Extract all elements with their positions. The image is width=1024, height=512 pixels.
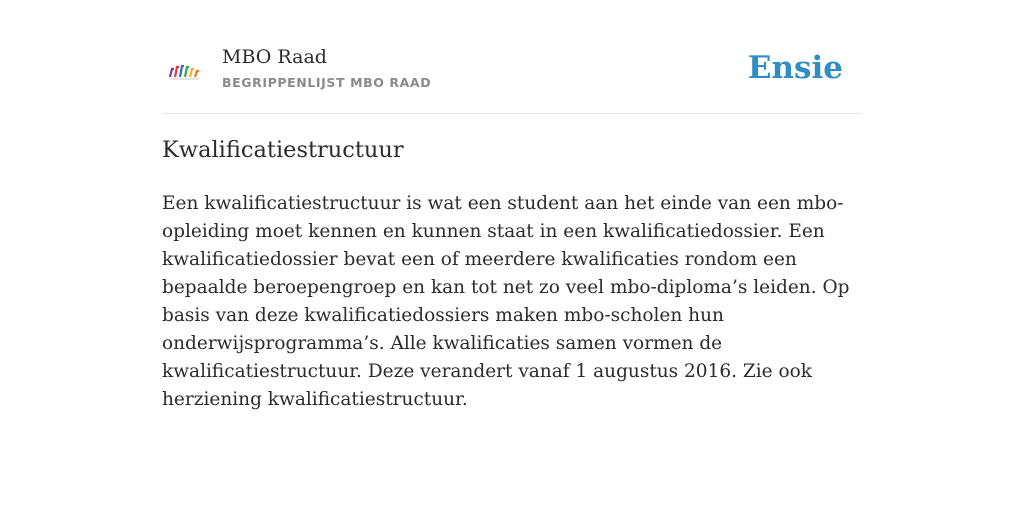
term-definition: Een kwalificatiestructuur is wat een student aan het einde van een mbo-opleiding moet kennen en kunnen staat in een kwalificatiedossier. Een kwalificatiedossier bevat een of meerdere kwalificaties rondom een bepaalde beroepengroep en kan tot net zo veel mbo-diploma’s leiden. Op basis van deze kwalificatiedossiers maken mbo-scholen hun onderwijsprogramma’s. Alle kwalificaties samen vormen de kwalificatiestructuur. Deze verandert vanaf 1 augustus 2016. Zie ook herziening kwalificatiestructuur. bbox=[162, 193, 850, 410]
org-subtitle[interactable]: BEGRIPPENLIJST MBO RAAD bbox=[222, 75, 432, 90]
page bbox=[162, 0, 862, 512]
term-title: Kwalificatiestructuur bbox=[162, 137, 404, 163]
org-name[interactable]: MBO Raad bbox=[222, 46, 327, 68]
ensie-brand-link[interactable]: Ensie bbox=[747, 50, 843, 86]
header bbox=[162, 40, 862, 114]
logo-graphic bbox=[168, 59, 202, 83]
mbo-raad-logo-icon[interactable] bbox=[168, 59, 202, 83]
